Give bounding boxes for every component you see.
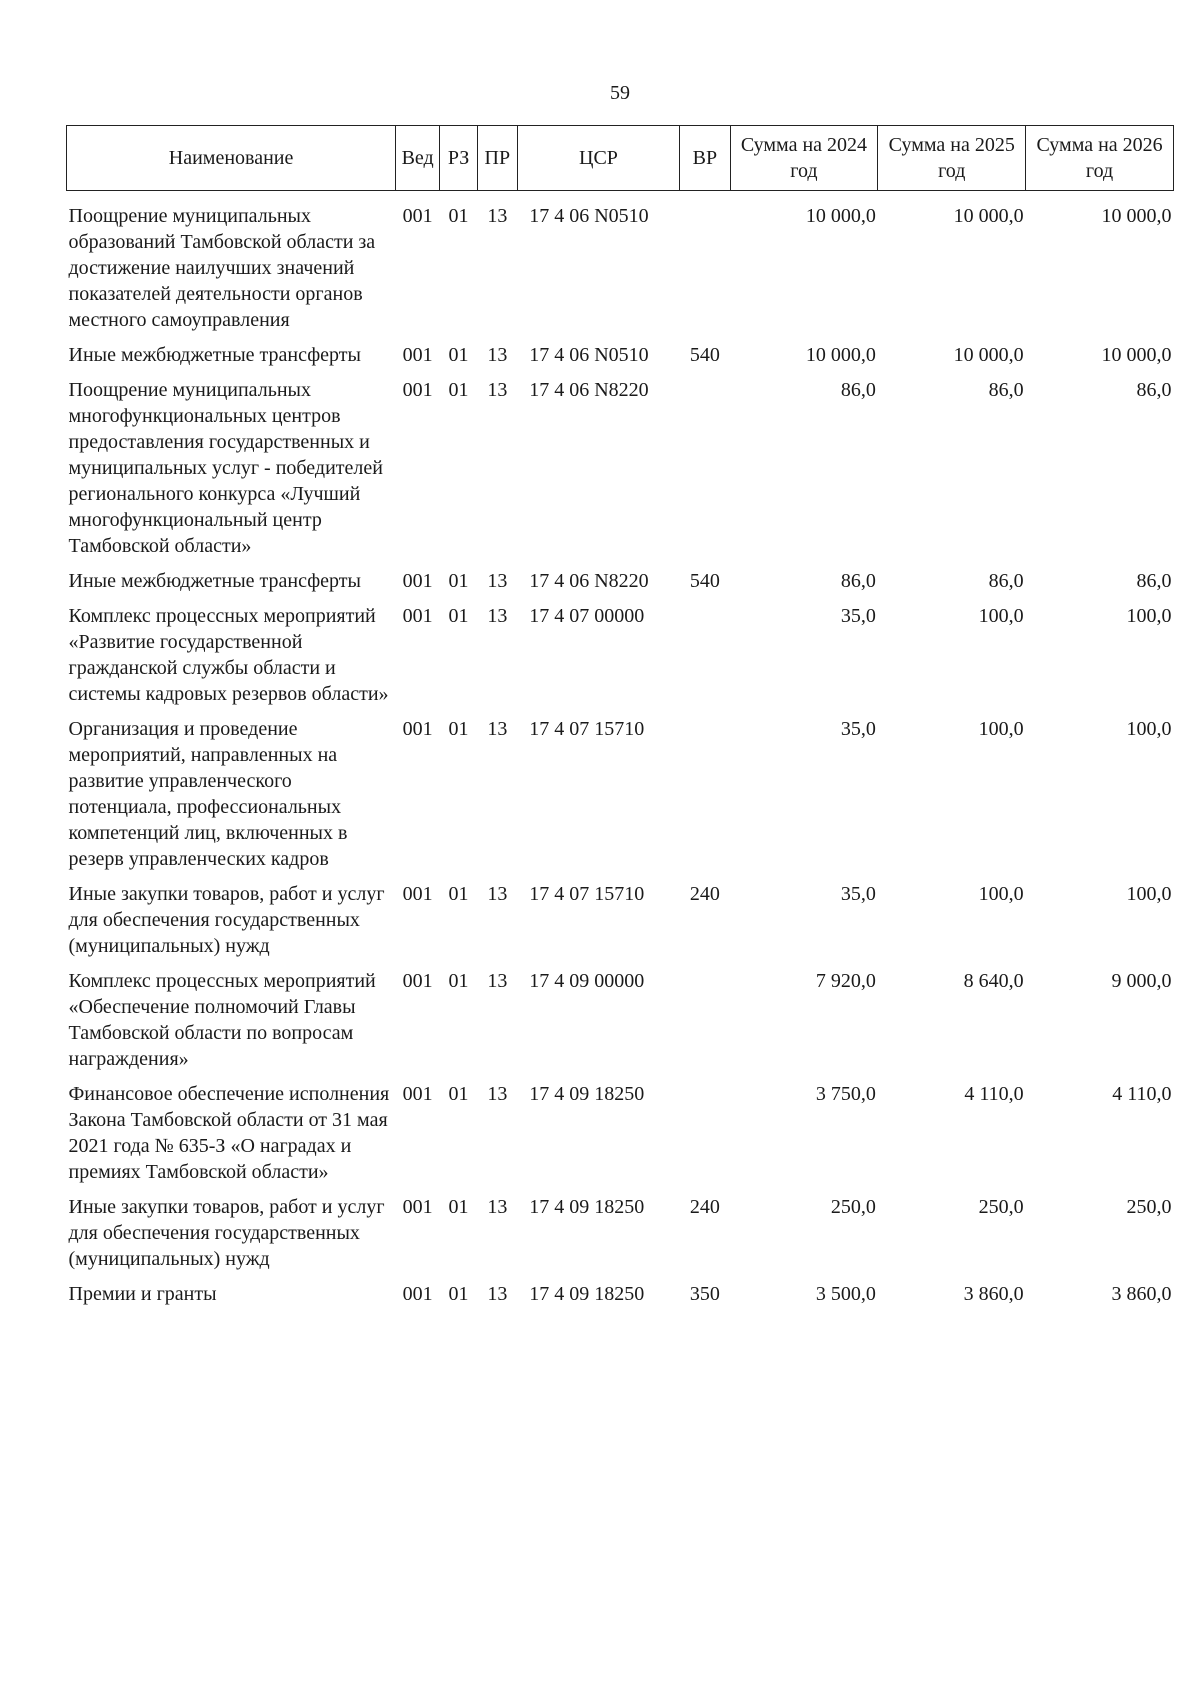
- row-vr: 240: [689, 1196, 720, 1218]
- row-name: Иные закупки товаров, работ и услуг для обеспечения государственных (муниципальных) нужд: [68, 1196, 385, 1270]
- row-sum-2024: 7 920,0: [815, 970, 876, 992]
- row-ved: 001: [402, 883, 433, 905]
- row-ved: 001: [402, 970, 433, 992]
- row-ved: 001: [402, 1196, 433, 1218]
- row-csr: 17 4 06 N0510: [529, 344, 649, 366]
- page-number: 59: [610, 82, 630, 104]
- row-rz: 01: [448, 205, 469, 227]
- table-row: [67, 1081, 1174, 1194]
- table-header: [67, 126, 1174, 191]
- row-csr: 17 4 06 N8220: [529, 379, 649, 401]
- row-rz: 01: [448, 883, 469, 905]
- row-rz: 01: [448, 1083, 469, 1105]
- row-ved: 001: [402, 379, 433, 401]
- row-vr: 540: [689, 344, 720, 366]
- table-row: [67, 968, 1174, 1081]
- row-sum-2024: 10 000,0: [805, 205, 876, 227]
- row-vr: 350: [689, 1283, 720, 1305]
- row-sum-2025: 86,0: [988, 379, 1024, 401]
- row-name: Комплекс процессных мероприятий «Обеспечение полномочий Главы Тамбовской области по вопросам награждения»: [68, 970, 376, 1070]
- row-csr: 17 4 07 15710: [529, 883, 645, 905]
- header-sum-2025: Сумма на 2025 год: [878, 126, 1026, 191]
- row-sum-2024: 35,0: [840, 718, 876, 740]
- row-rz: 01: [448, 344, 469, 366]
- row-pr: 13: [487, 570, 508, 592]
- row-rz: 01: [448, 1283, 469, 1305]
- row-ved: 001: [402, 570, 433, 592]
- header-vr: ВР: [680, 126, 730, 191]
- row-sum-2025: 100,0: [978, 883, 1024, 905]
- row-sum-2025: 10 000,0: [953, 205, 1024, 227]
- row-sum-2025: 8 640,0: [963, 970, 1024, 992]
- row-vr: [680, 191, 730, 343]
- row-sum-2025: 250,0: [978, 1196, 1024, 1218]
- row-ved: 001: [402, 1083, 433, 1105]
- row-name: Комплекс процессных мероприятий «Развитие государственной гражданской службы области и системы кадровых резервов области»: [68, 605, 389, 705]
- row-pr: 13: [487, 605, 508, 627]
- row-pr: 13: [487, 379, 508, 401]
- row-vr: 240: [689, 883, 720, 905]
- row-sum-2026: 86,0: [1136, 570, 1172, 592]
- table-body: [67, 191, 1174, 1317]
- row-sum-2026: 100,0: [1126, 605, 1172, 627]
- row-vr: 540: [689, 570, 720, 592]
- row-name: Иные межбюджетные трансферты: [68, 570, 361, 592]
- row-ved: 001: [402, 718, 433, 740]
- row-csr: 17 4 06 N0510: [529, 205, 649, 227]
- row-csr: 17 4 09 18250: [529, 1283, 645, 1305]
- header-rz: РЗ: [440, 126, 478, 191]
- row-vr: [680, 377, 730, 568]
- row-sum-2025: 4 110,0: [964, 1083, 1024, 1105]
- row-csr: 17 4 09 18250: [529, 1196, 645, 1218]
- row-sum-2026: 10 000,0: [1101, 205, 1172, 227]
- header-sum-2024: Сумма на 2024 год: [730, 126, 878, 191]
- row-vr: [680, 1081, 730, 1194]
- row-sum-2024: 35,0: [840, 605, 876, 627]
- row-sum-2024: 86,0: [840, 379, 876, 401]
- table-row: [67, 603, 1174, 716]
- row-sum-2025: 86,0: [988, 570, 1024, 592]
- row-sum-2026: 86,0: [1136, 379, 1172, 401]
- row-pr: 13: [487, 344, 508, 366]
- row-sum-2024: 3 500,0: [815, 1283, 876, 1305]
- row-sum-2024: 3 750,0: [815, 1083, 876, 1105]
- table-row: [67, 191, 1174, 343]
- row-pr: 13: [487, 718, 508, 740]
- row-sum-2025: 100,0: [978, 718, 1024, 740]
- row-csr: 17 4 07 15710: [529, 718, 645, 740]
- row-name: Организация и проведение мероприятий, направленных на развитие управленческого потенциала, профессиональных компетенций лиц, включенных в резерв управленческих кадров: [68, 718, 348, 870]
- table-row: [67, 377, 1174, 568]
- row-sum-2026: 100,0: [1126, 718, 1172, 740]
- header-ved: Вед: [396, 126, 440, 191]
- row-csr: 17 4 09 18250: [529, 1083, 645, 1105]
- row-rz: 01: [448, 970, 469, 992]
- row-csr: 17 4 07 00000: [529, 605, 645, 627]
- row-pr: 13: [487, 970, 508, 992]
- header-csr: ЦСР: [517, 126, 679, 191]
- row-vr: [680, 968, 730, 1081]
- row-pr: 13: [487, 1283, 508, 1305]
- table-row: [67, 568, 1174, 603]
- row-rz: 01: [448, 379, 469, 401]
- row-csr: 17 4 09 00000: [529, 970, 645, 992]
- row-vr: [680, 603, 730, 716]
- row-sum-2025: 3 860,0: [963, 1283, 1024, 1305]
- row-name: Иные закупки товаров, работ и услуг для обеспечения государственных (муниципальных) нужд: [68, 883, 385, 957]
- row-rz: 01: [448, 718, 469, 740]
- row-sum-2026: 250,0: [1126, 1196, 1172, 1218]
- row-pr: 13: [487, 205, 508, 227]
- row-rz: 01: [448, 605, 469, 627]
- table-row: [67, 716, 1174, 881]
- row-sum-2026: 10 000,0: [1101, 344, 1172, 366]
- row-name: Поощрение муниципальных многофункциональных центров предоставления государственных и муниципальных услуг - победителей регионального конкурса «Лучший многофункциональный центр Тамбовской области»: [68, 379, 383, 557]
- budget-table: [66, 125, 1174, 1316]
- row-pr: 13: [487, 883, 508, 905]
- row-sum-2026: 100,0: [1126, 883, 1172, 905]
- table-row: [67, 1281, 1174, 1316]
- header-sum-2026: Сумма на 2026 год: [1026, 126, 1174, 191]
- row-name: Финансовое обеспечение исполнения Закона Тамбовской области от 31 мая 2021 года № 635-З «О наградах и премиях Тамбовской области»: [68, 1083, 390, 1183]
- row-ved: 001: [402, 344, 433, 366]
- header-pr: ПР: [477, 126, 517, 191]
- row-sum-2024: 250,0: [830, 1196, 876, 1218]
- row-vr: [680, 716, 730, 881]
- row-name: Иные межбюджетные трансферты: [68, 344, 361, 366]
- row-ved: 001: [402, 205, 433, 227]
- row-ved: 001: [402, 605, 433, 627]
- row-name: Премии и гранты: [68, 1283, 217, 1305]
- row-sum-2026: 4 110,0: [1112, 1083, 1172, 1105]
- table-row: [67, 881, 1174, 968]
- row-sum-2025: 100,0: [978, 605, 1024, 627]
- row-sum-2026: 3 860,0: [1111, 1283, 1172, 1305]
- row-rz: 01: [448, 570, 469, 592]
- row-sum-2024: 10 000,0: [805, 344, 876, 366]
- header-name: Наименование: [67, 126, 396, 191]
- row-rz: 01: [448, 1196, 469, 1218]
- row-sum-2024: 35,0: [840, 883, 876, 905]
- row-sum-2026: 9 000,0: [1111, 970, 1172, 992]
- row-sum-2025: 10 000,0: [953, 344, 1024, 366]
- table-row: [67, 342, 1174, 377]
- row-pr: 13: [487, 1083, 508, 1105]
- row-sum-2024: 86,0: [840, 570, 876, 592]
- row-name: Поощрение муниципальных образований Тамбовской области за достижение наилучших значений показателей деятельности органов местного самоуправления: [68, 205, 376, 331]
- row-ved: 001: [402, 1283, 433, 1305]
- row-pr: 13: [487, 1196, 508, 1218]
- table-row: [67, 1194, 1174, 1281]
- row-csr: 17 4 06 N8220: [529, 570, 649, 592]
